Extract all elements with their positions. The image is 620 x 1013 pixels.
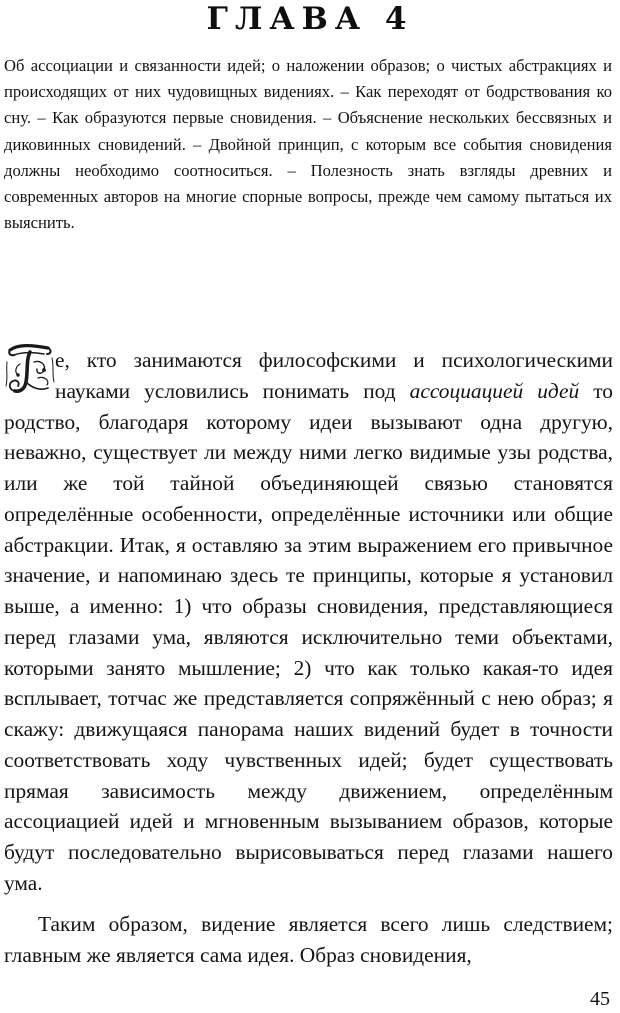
body-text-part2: то родство, благодаря которому идеи вызывают одна другую, неважно, существует ли между ними легко видимые узы родства, или же той тайной объединяющей связью становятся определённые особенности, определённые источники или общие абстракции. Итак, я оставляю за этим выражением его привычное значение, и напоминаю здесь те принципы, которые я установил выше, а именно: 1) что образы сновидения, представляющиеся перед глазами ума, являются исключительно теми объектами, которыми занято мышление; 2) что как только какая-то идея всплывает, тотчас же представляется сопряжённый с нею образ; я скажу: движущаяся панорама наших видений будет в точности соответствовать ходу чувственных идей; будет существовать прямая зависимость между движением, определённым ассоциацией идей и мгновенным вызыванием образов, которые будут последовательно вырисовываться перед глазами нашего ума. bbox=[4, 378, 613, 895]
body-text-part1: е, кто занимаются философскими и психологическими науками условились понимать под bbox=[55, 348, 613, 403]
body-paragraph-2: Таким образом, видение является всего лишь следствием; главным же является сама идея. Образ сновидения, bbox=[4, 912, 613, 967]
dropcap bbox=[4, 345, 54, 395]
body-paragraph bbox=[4, 345, 613, 899]
chapter-title: ГЛАВА 4 bbox=[206, 1, 414, 37]
chapter-summary: Об ассоциации и связанности идей; о наложении образов; о чистых абстракциях и происходящих от них чудовищных видениях. – Как переходят от бодрствования ко сну. – Как образуются первые сновидения. – Объяснение нескольких бессвязных и диковинных сновидений. – Двойной принцип, с которым все события сновидения должны необходимо соотноситься. – Полезность знать взгляды древних и современных авторов на многие спорные вопросы, прежде чем самому пытаться их выяснить. bbox=[4, 56, 612, 233]
ornamental-dropcap-icon bbox=[4, 342, 56, 398]
page-number: 45 bbox=[590, 988, 610, 1010]
italic-term: ассоциацией идей bbox=[409, 378, 580, 403]
